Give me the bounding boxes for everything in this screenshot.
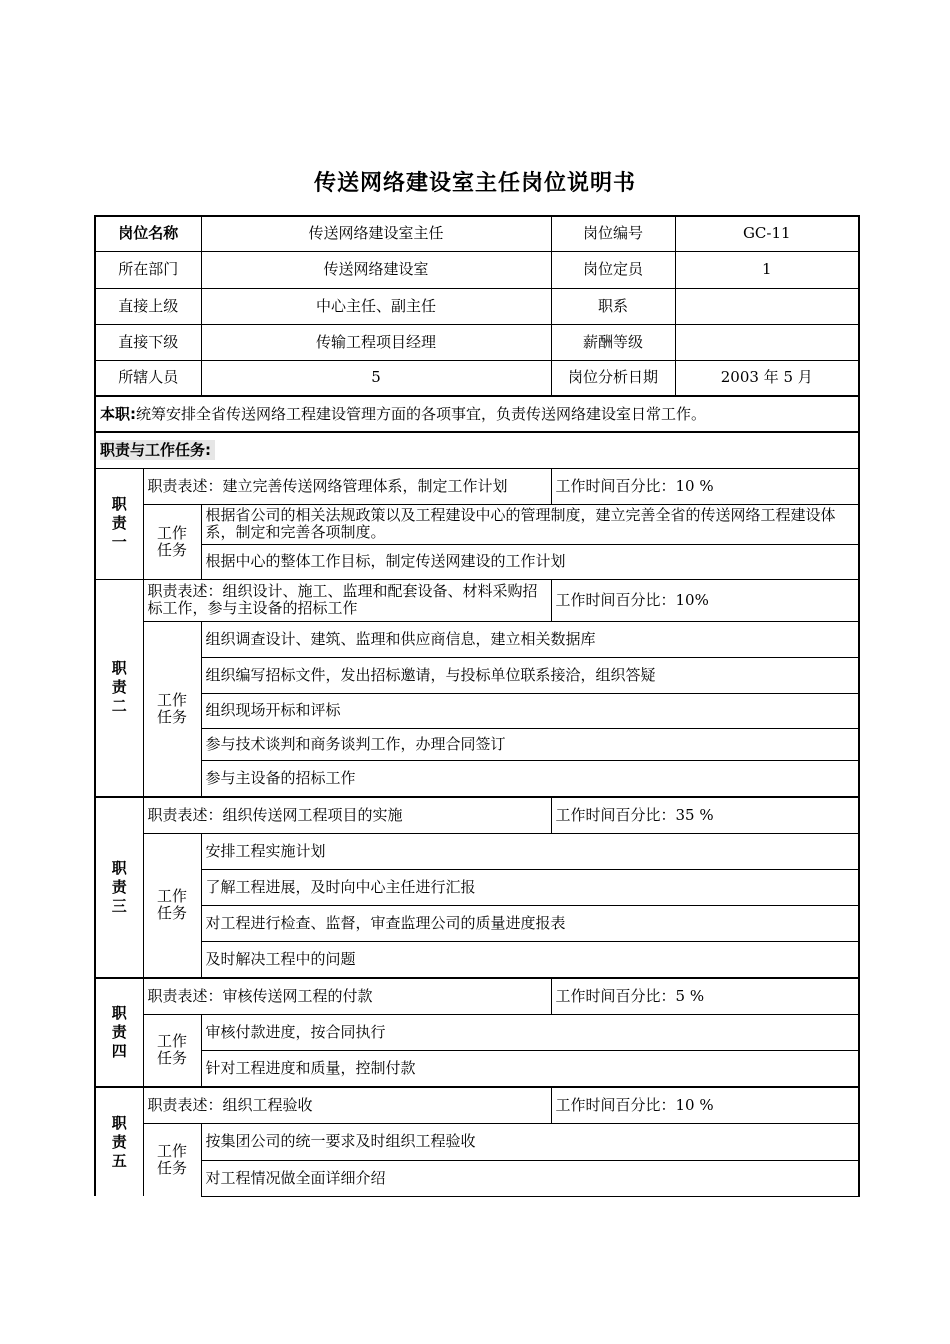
- responsibility-1-label: 职责一: [111, 495, 127, 551]
- responsibility-4-task-label: 工作 任务: [143, 1014, 201, 1087]
- responsibility-2-task-row: [95, 693, 859, 728]
- subordinate-label: 直接下级: [95, 324, 201, 360]
- responsibility-2-task-3: 组织现场开标和评标: [201, 693, 859, 728]
- responsibility-2-task-5: 参与主设备的招标工作: [201, 760, 859, 797]
- job-family-label: 职系: [551, 288, 675, 324]
- responsibility-3-task-label: 工作 任务: [143, 833, 201, 978]
- info-row-subordinate: [95, 324, 859, 360]
- salary-grade-label: 薪酬等级: [551, 324, 675, 360]
- duty-cell: [95, 396, 859, 432]
- responsibility-4-task-row: [95, 1050, 859, 1087]
- responsibility-4-desc-row: [95, 978, 859, 1014]
- responsibility-3-task-row: [95, 869, 859, 905]
- responsibility-5-task-label: 工作 任务: [143, 1123, 201, 1196]
- responsibility-2-time-pct: 工作时间百分比：10%: [551, 579, 859, 621]
- responsibility-1-label-cell: [95, 468, 143, 579]
- salary-grade-value: [675, 324, 859, 360]
- responsibility-4-label-cell: [95, 978, 143, 1087]
- job-description-table: [94, 215, 860, 1197]
- responsibility-5-label: 职责五: [111, 1113, 127, 1170]
- responsibility-5-task-2: 对工程情况做全面详细介绍: [201, 1160, 859, 1196]
- staff-count-value: 5: [201, 360, 551, 396]
- responsibility-2-desc-row: [95, 579, 859, 621]
- responsibility-1-task-row: [95, 544, 859, 579]
- responsibility-4-task-2: 针对工程进度和质量，控制付款: [201, 1050, 859, 1087]
- responsibility-2-task-label: 工作 任务: [143, 621, 201, 797]
- responsibility-3-time-pct: 工作时间百分比：35 %: [551, 797, 859, 833]
- info-row-staff: [95, 360, 859, 396]
- department-label: 所在部门: [95, 251, 201, 288]
- page-title: 传送网络建设室主任岗位说明书: [313, 171, 636, 196]
- responsibility-5-description: 职责表述：组织工程验收: [143, 1087, 551, 1123]
- responsibility-5-label-cell: [95, 1087, 143, 1196]
- position-name-value: 传送网络建设室主任: [201, 216, 551, 251]
- staff-count-label: 所辖人员: [95, 360, 201, 396]
- responsibility-4-task-1: 审核付款进度，按合同执行: [201, 1014, 859, 1050]
- responsibility-3-task-3: 对工程进行检查、监督，审查监理公司的质量进度报表: [201, 905, 859, 941]
- responsibility-2-task-row: [95, 657, 859, 693]
- responsibility-3-label: 职责三: [111, 859, 127, 915]
- superior-label: 直接上级: [95, 288, 201, 324]
- responsibility-1-task-2: 根据中心的整体工作目标，制定传送网建设的工作计划: [201, 544, 859, 579]
- position-name-label: 岗位名称: [95, 216, 201, 251]
- subordinate-value: 传输工程项目经理: [201, 324, 551, 360]
- responsibilities-heading: 职责与工作任务:: [95, 432, 859, 468]
- responsibility-2-task-2: 组织编写招标文件，发出招标邀请，与投标单位联系接洽，组织答疑: [201, 657, 859, 693]
- position-code-value: GC-11: [675, 216, 859, 251]
- duty-row: [95, 396, 859, 432]
- responsibility-3-task-1: 安排工程实施计划: [201, 833, 859, 869]
- responsibility-2-task-4: 参与技术谈判和商务谈判工作，办理合同签订: [201, 728, 859, 760]
- responsibility-1-task-label: 工作 任务: [143, 504, 201, 579]
- responsibility-5-time-pct: 工作时间百分比：10 %: [551, 1087, 859, 1123]
- duty-label: 本职:: [100, 404, 136, 423]
- headcount-value: 1: [675, 251, 859, 288]
- responsibility-2-task-row: [95, 760, 859, 797]
- responsibility-3-description: 职责表述：组织传送网工程项目的实施: [143, 797, 551, 833]
- responsibility-2-task-1: 组织调查设计、建筑、监理和供应商信息，建立相关数据库: [201, 621, 859, 657]
- responsibilities-heading-row: [95, 432, 859, 468]
- job-family-value: [675, 288, 859, 324]
- responsibility-5-task-row: [95, 1160, 859, 1196]
- info-row-superior: [95, 288, 859, 324]
- responsibility-1-task-1: 根据省公司的相关法规政策以及工程建设中心的管理制度，建立完善全省的传送网络工程建设体系，制定和完善各项制度。: [201, 504, 859, 544]
- responsibility-2-task-row: [95, 621, 859, 657]
- responsibility-4-task-row: [95, 1014, 859, 1050]
- responsibility-3-task-2: 了解工程进展，及时向中心主任进行汇报: [201, 869, 859, 905]
- responsibility-5-task-1: 按集团公司的统一要求及时组织工程验收: [201, 1123, 859, 1160]
- responsibility-3-desc-row: [95, 797, 859, 833]
- responsibility-3-task-row: [95, 905, 859, 941]
- responsibility-3-task-4: 及时解决工程中的问题: [201, 941, 859, 978]
- responsibility-1-description: 职责表述：建立完善传送网络管理体系，制定工作计划: [143, 468, 551, 504]
- info-row-department: [95, 251, 859, 288]
- analysis-date-label: 岗位分析日期: [551, 360, 675, 396]
- responsibility-3-task-row: [95, 941, 859, 978]
- responsibility-4-description: 职责表述：审核传送网工程的付款: [143, 978, 551, 1014]
- responsibility-5-task-row: [95, 1123, 859, 1160]
- analysis-date-value: 2003 年 5 月: [675, 360, 859, 396]
- responsibility-3-label-cell: [95, 797, 143, 978]
- info-row-position: [95, 216, 859, 251]
- department-value: 传送网络建设室: [201, 251, 551, 288]
- duty-text: 统筹安排全省传送网络工程建设管理方面的各项事宜，负责传送网络建设室日常工作。: [136, 404, 707, 423]
- responsibility-2-label: 职责二: [111, 659, 127, 716]
- responsibility-2-task-row: [95, 728, 859, 760]
- position-code-label: 岗位编号: [551, 216, 675, 251]
- responsibility-4-time-pct: 工作时间百分比：5 %: [551, 978, 859, 1014]
- responsibility-1-time-pct: 工作时间百分比：10 %: [551, 468, 859, 504]
- responsibility-4-label: 职责四: [111, 1004, 127, 1060]
- responsibility-1-desc-row: [95, 468, 859, 504]
- responsibility-1-task-row: [95, 504, 859, 544]
- headcount-label: 岗位定员: [551, 251, 675, 288]
- responsibility-5-desc-row: [95, 1087, 859, 1123]
- responsibility-3-task-row: [95, 833, 859, 869]
- superior-value: 中心主任、副主任: [201, 288, 551, 324]
- responsibility-2-label-cell: [95, 579, 143, 797]
- responsibility-2-description: 职责表述：组织设计、施工、监理和配套设备、材料采购招标工作，参与主设备的招标工作: [143, 579, 551, 621]
